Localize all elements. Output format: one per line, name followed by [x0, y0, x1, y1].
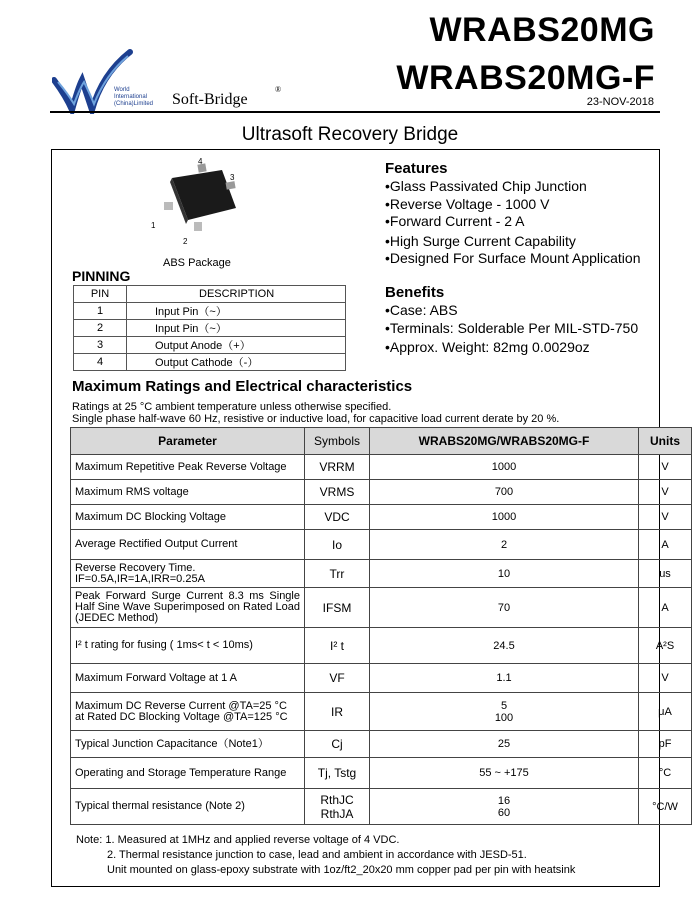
table-row [71, 628, 692, 664]
parameter-cell: Operating and Storage Temperature Range [71, 758, 305, 789]
symbol-cell: VDC [305, 505, 370, 530]
parameter-cell: Peak Forward Surge Current 8.3 ms Single Half Sine Wave Superimposed on Rated Load (JEDEC Method) [71, 588, 305, 628]
features-list [385, 178, 641, 268]
parameter-column-header: Parameter [71, 428, 305, 455]
table-row [71, 693, 692, 731]
unit-cell: V [639, 455, 692, 480]
table-row [74, 337, 346, 354]
package-label: ABS Package [163, 257, 231, 269]
unit-cell: A [639, 530, 692, 560]
parameter-cell: Maximum Repetitive Peak Reverse Voltage [71, 455, 305, 480]
value-line-2: 60 [497, 806, 511, 819]
unit-cell: pF [639, 731, 692, 758]
table-row [71, 560, 692, 588]
pin-number: 3 [74, 337, 127, 354]
table-row [71, 758, 692, 789]
pin-label-2: 2 [183, 237, 188, 246]
pin-number: 4 [74, 354, 127, 371]
parameter-cell: Maximum DC Blocking Voltage [71, 505, 305, 530]
value-cell [370, 693, 639, 731]
footnotes [76, 833, 575, 878]
unit-cell: V [639, 480, 692, 505]
benefit-item: • Case: ABS [385, 302, 638, 320]
value-cell: 70 [370, 588, 639, 628]
table-row [71, 789, 692, 825]
pin-description: Input Pin（~） [127, 320, 346, 337]
unit-cell: V [639, 664, 692, 693]
symbol-cell: VRRM [305, 455, 370, 480]
product-subtitle: Ultrasoft Recovery Bridge [241, 124, 459, 145]
pin-description: Output Anode（+） [127, 337, 346, 354]
value-cell: 2 [370, 530, 639, 560]
value-cell: 24.5 [370, 628, 639, 664]
table-row [71, 505, 692, 530]
benefit-item: • Approx. Weight: 82mg 0.0029oz [385, 339, 638, 357]
parameter-cell: Typical thermal resistance (Note 2) [71, 789, 305, 825]
unit-cell: A [639, 588, 692, 628]
part-number-title: WRABS20MG [429, 11, 655, 49]
symbol-cell: I² t [305, 628, 370, 664]
revision-date: 23-NOV-2018 [586, 96, 654, 108]
table-row [71, 664, 692, 693]
pinning-header-row [74, 286, 346, 303]
parameter-cell: I² t rating for fusing ( 1ms< t < 10ms) [71, 628, 305, 664]
symbol-cell: Io [305, 530, 370, 560]
units-column-header: Units [639, 428, 692, 455]
value-line-2: 100 [494, 711, 514, 724]
footnote-1: Note: 1. Measured at 1MHz and applied reverse voltage of 4 VDC. [76, 834, 400, 846]
benefit-item: • Terminals: Solderable Per MIL-STD-750 [385, 320, 638, 338]
parameter-line-1: Reverse Recovery Time. [75, 561, 196, 574]
value-cell: 1000 [370, 455, 639, 480]
feature-item: • Reverse Voltage - 1000 V [385, 196, 641, 214]
feature-item: • Forward Current - 2 A [385, 213, 641, 231]
features-heading: Features [385, 160, 448, 177]
footnote-3: Unit mounted on glass-epoxy substrate with 1oz/ft2_20x20 mm copper pad per pin with heatsink [107, 864, 576, 876]
pin-description: Input Pin（~） [127, 303, 346, 320]
value-cell: 700 [370, 480, 639, 505]
pin-description: Output Cathode（-） [127, 354, 346, 371]
parameter-cell: Average Rectified Output Current [71, 530, 305, 560]
symbol-cell: IFSM [305, 588, 370, 628]
feature-item: • Glass Passivated Chip Junction [385, 178, 641, 196]
benefits-heading: Benefits [385, 284, 445, 301]
pin-label-1: 1 [151, 221, 156, 230]
unit-cell: °C [639, 758, 692, 789]
value-line-1: 5 [500, 699, 508, 712]
table-row [71, 530, 692, 560]
symbol-cell: Tj, Tstg [305, 758, 370, 789]
logo-small-text-2: International [114, 94, 148, 100]
benefits-list [385, 302, 638, 357]
logo-small-text-3: (China)Limited [114, 101, 154, 107]
parameter-line-2: IF=0.5A,IR=1A,IRR=0.25A [75, 572, 205, 585]
feature-item: • High Surge Current Capability [385, 233, 641, 251]
logo-small-text-1: World [114, 87, 130, 93]
value-cell [370, 789, 639, 825]
symbol-cell: VRMS [305, 480, 370, 505]
logo-registered-mark: ® [275, 85, 282, 94]
parameter-line-2: at Rated DC Blocking Voltage @TA=125 °C [75, 710, 288, 723]
value-cell: 10 [370, 560, 639, 588]
table-row [74, 303, 346, 320]
unit-cell: μA [639, 693, 692, 731]
table-row [71, 588, 692, 628]
value-cell: 25 [370, 731, 639, 758]
unit-cell: us [639, 560, 692, 588]
symbol-cell: IR [305, 693, 370, 731]
pin-label-4: 4 [198, 158, 203, 166]
ratings-note-1: Ratings at 25 °C ambient temperature unless otherwise specified. [72, 401, 392, 413]
symbol-cell: Cj [305, 731, 370, 758]
symbols-column-header: Symbols [305, 428, 370, 455]
logo-brand-text: Soft-Bridge [172, 91, 248, 108]
ratings-conditions [72, 401, 559, 425]
unit-cell: A²S [639, 628, 692, 664]
pin-column-header: PIN [74, 286, 127, 303]
unit-cell: °C/W [639, 789, 692, 825]
description-column-header: DESCRIPTION [127, 286, 346, 303]
header-divider [50, 111, 660, 113]
table-row [74, 320, 346, 337]
table-row [71, 455, 692, 480]
ratings-heading: Maximum Ratings and Electrical characteristics [72, 378, 413, 395]
pin-number: 2 [74, 320, 127, 337]
parameter-line-1: Maximum DC Reverse Current @TA=25 °C [75, 699, 287, 712]
value-line-1: 16 [497, 794, 511, 807]
value-column-header: WRABS20MG/WRABS20MG-F [370, 428, 639, 455]
package-drawing [150, 158, 250, 253]
symbol-cell: VF [305, 664, 370, 693]
abs-package-icon [150, 158, 250, 253]
footnote-2: 2. Thermal resistance junction to case, lead and ambient in accordance with JESD-51. [107, 849, 527, 861]
ratings-note-2: Single phase half-wave 60 Hz, resistive or inductive load, for capacitive load current derate by 20 %. [72, 413, 560, 425]
parameter-cell: Maximum RMS voltage [71, 480, 305, 505]
pin-label-3: 3 [230, 173, 235, 182]
parameter-cell: Typical Junction Capacitance（Note1） [71, 731, 305, 758]
pinning-heading: PINNING [72, 268, 131, 284]
value-cell: 1000 [370, 505, 639, 530]
parameter-cell: Maximum Forward Voltage at 1 A [71, 664, 305, 693]
table-row [71, 480, 692, 505]
parameter-cell [71, 560, 305, 588]
ratings-header-row [71, 428, 692, 455]
value-cell: 1.1 [370, 664, 639, 693]
symbol-line-1: RthJC [320, 792, 354, 807]
symbol-line-2: RthJA [320, 806, 354, 821]
company-logo [52, 44, 292, 114]
parameter-cell [71, 693, 305, 731]
value-cell: 55 ~ +175 [370, 758, 639, 789]
ratings-table [70, 427, 692, 825]
pin-number: 1 [74, 303, 127, 320]
unit-cell: V [639, 505, 692, 530]
symbol-cell [305, 789, 370, 825]
table-row [74, 354, 346, 371]
feature-item: • Designed For Surface Mount Application [385, 250, 641, 268]
part-number-variant-title: WRABS20MG-F [396, 59, 655, 97]
logo-mark-icon [52, 44, 292, 114]
pinning-table [73, 285, 346, 371]
symbol-cell: Trr [305, 560, 370, 588]
table-row [71, 731, 692, 758]
